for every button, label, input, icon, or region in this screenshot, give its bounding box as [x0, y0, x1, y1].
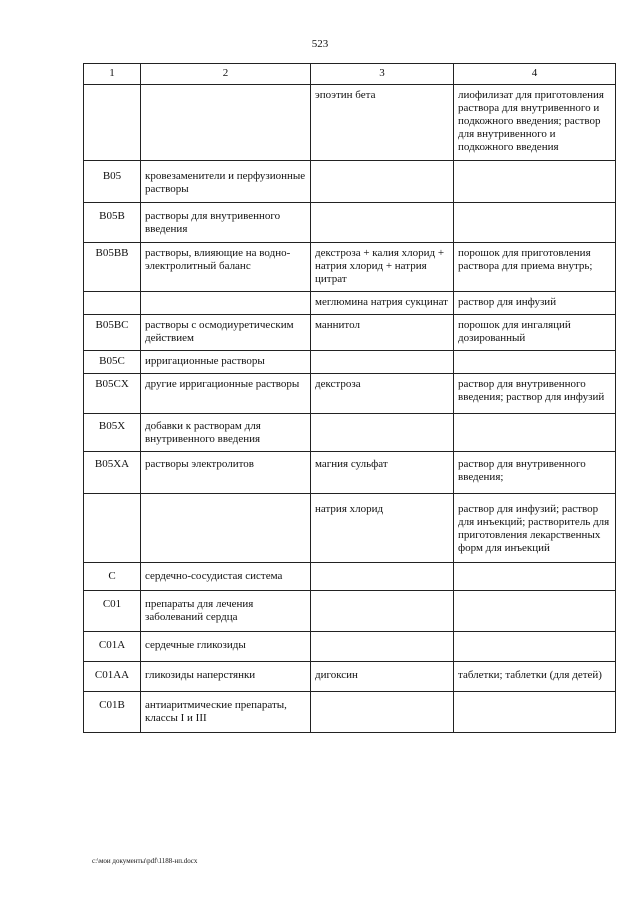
atc-code-cell: C01: [84, 591, 141, 632]
group-cell: [141, 85, 311, 161]
group-cell: гликозиды наперстянки: [141, 662, 311, 692]
group-cell: растворы с осмодиуретическим действием: [141, 315, 311, 351]
substance-cell: [311, 161, 454, 203]
atc-code-cell: B05CX: [84, 374, 141, 414]
table-row: [84, 563, 616, 591]
dosage-form-cell: [454, 632, 616, 662]
table-row: [84, 632, 616, 662]
substance-cell: меглюмина натрия сукцинат: [311, 292, 454, 315]
group-cell: антиаритмические препараты, классы I и III: [141, 692, 311, 733]
substance-cell: магния сульфат: [311, 452, 454, 494]
group-cell: растворы электролитов: [141, 452, 311, 494]
header-row: [84, 64, 616, 85]
dosage-form-cell: [454, 563, 616, 591]
dosage-form-text: лиофилизат для приготовления раствора для внутривенного и подкожного введения; раствор для внутривенного и подкожного введения: [458, 89, 604, 153]
header-cell-1: 1: [84, 64, 141, 85]
group-cell: добавки к растворам для внутривенного введения: [141, 414, 311, 452]
group-cell: [141, 494, 311, 563]
table-row: [84, 243, 616, 292]
dosage-form-cell: таблетки; таблетки (для детей): [454, 662, 616, 692]
substance-cell: [311, 632, 454, 662]
dosage-form-cell: порошок для ингаляций дозированный: [454, 315, 616, 351]
dosage-form-cell: раствор для внутривенного введения;: [454, 452, 616, 494]
footer-file-path: c:\мои документы\pdf\1188-нп.docx: [92, 857, 198, 865]
group-cell: ирригационные растворы: [141, 351, 311, 374]
atc-code-cell: C01AA: [84, 662, 141, 692]
substance-cell: [311, 414, 454, 452]
substance-cell: дигоксин: [311, 662, 454, 692]
table-row: [84, 315, 616, 351]
atc-code-cell: [84, 494, 141, 563]
atc-code-cell: B05C: [84, 351, 141, 374]
dosage-form-cell: [454, 161, 616, 203]
table-row: [84, 662, 616, 692]
dosage-form-cell: [454, 351, 616, 374]
substance-cell: маннитол: [311, 315, 454, 351]
group-cell: [141, 292, 311, 315]
substance-cell: эпоэтин бета: [311, 85, 454, 161]
dosage-form-cell: порошок для приготовления раствора для приема внутрь;: [454, 243, 616, 292]
dosage-form-cell: раствор для инфузий; раствор для инъекций; растворитель для приготовления лекарственных форм для инъекций: [454, 494, 616, 563]
dosage-form-cell: раствор для внутривенного введения; раствор для инфузий: [454, 374, 616, 414]
group-cell: препараты для лечения заболеваний сердца: [141, 591, 311, 632]
atc-code-cell: [84, 292, 141, 315]
table-row: [84, 351, 616, 374]
substance-cell: [311, 563, 454, 591]
table-row: [84, 292, 616, 315]
substance-cell: [311, 591, 454, 632]
atc-code-cell: C01A: [84, 632, 141, 662]
group-cell: кровезаменители и перфузионные растворы: [141, 161, 311, 203]
dosage-form-cell: раствор для инфузий: [454, 292, 616, 315]
substance-cell: [311, 351, 454, 374]
table-row: [84, 414, 616, 452]
dosage-form-cell: [454, 85, 616, 161]
substance-cell: [311, 203, 454, 243]
atc-code-cell: B05B: [84, 203, 141, 243]
dosage-form-cell: [454, 414, 616, 452]
group-cell: растворы для внутривенного введения: [141, 203, 311, 243]
atc-code-cell: [84, 85, 141, 161]
header-cell-4: 4: [454, 64, 616, 85]
atc-code-cell: B05X: [84, 414, 141, 452]
group-cell: сердечные гликозиды: [141, 632, 311, 662]
table-row: [84, 591, 616, 632]
group-cell: растворы, влияющие на водно-электролитный баланс: [141, 243, 311, 292]
substance-cell: декстроза + калия хлорид + натрия хлорид + натрия цитрат: [311, 243, 454, 292]
header-cell-3: 3: [311, 64, 454, 85]
substance-cell: декстроза: [311, 374, 454, 414]
dosage-form-cell: [454, 203, 616, 243]
atc-code-cell: B05: [84, 161, 141, 203]
table-row: [84, 85, 616, 161]
header-cell-2: 2: [141, 64, 311, 85]
table-row: [84, 692, 616, 733]
drug-table: [83, 63, 616, 733]
group-cell: другие ирригационные растворы: [141, 374, 311, 414]
table-row: [84, 203, 616, 243]
atc-code-cell: C01B: [84, 692, 141, 733]
page-number: 523: [311, 38, 329, 50]
table-row: [84, 161, 616, 203]
dosage-form-cell: [454, 591, 616, 632]
substance-cell: [311, 692, 454, 733]
atc-code-cell: B05XA: [84, 452, 141, 494]
atc-code-cell: C: [84, 563, 141, 591]
table-row: [84, 452, 616, 494]
dosage-form-cell: [454, 692, 616, 733]
substance-cell: натрия хлорид: [311, 494, 454, 563]
table-row: [84, 374, 616, 414]
table-row: [84, 494, 616, 563]
atc-code-cell: B05BC: [84, 315, 141, 351]
atc-code-cell: B05BB: [84, 243, 141, 292]
group-cell: сердечно-сосудистая система: [141, 563, 311, 591]
